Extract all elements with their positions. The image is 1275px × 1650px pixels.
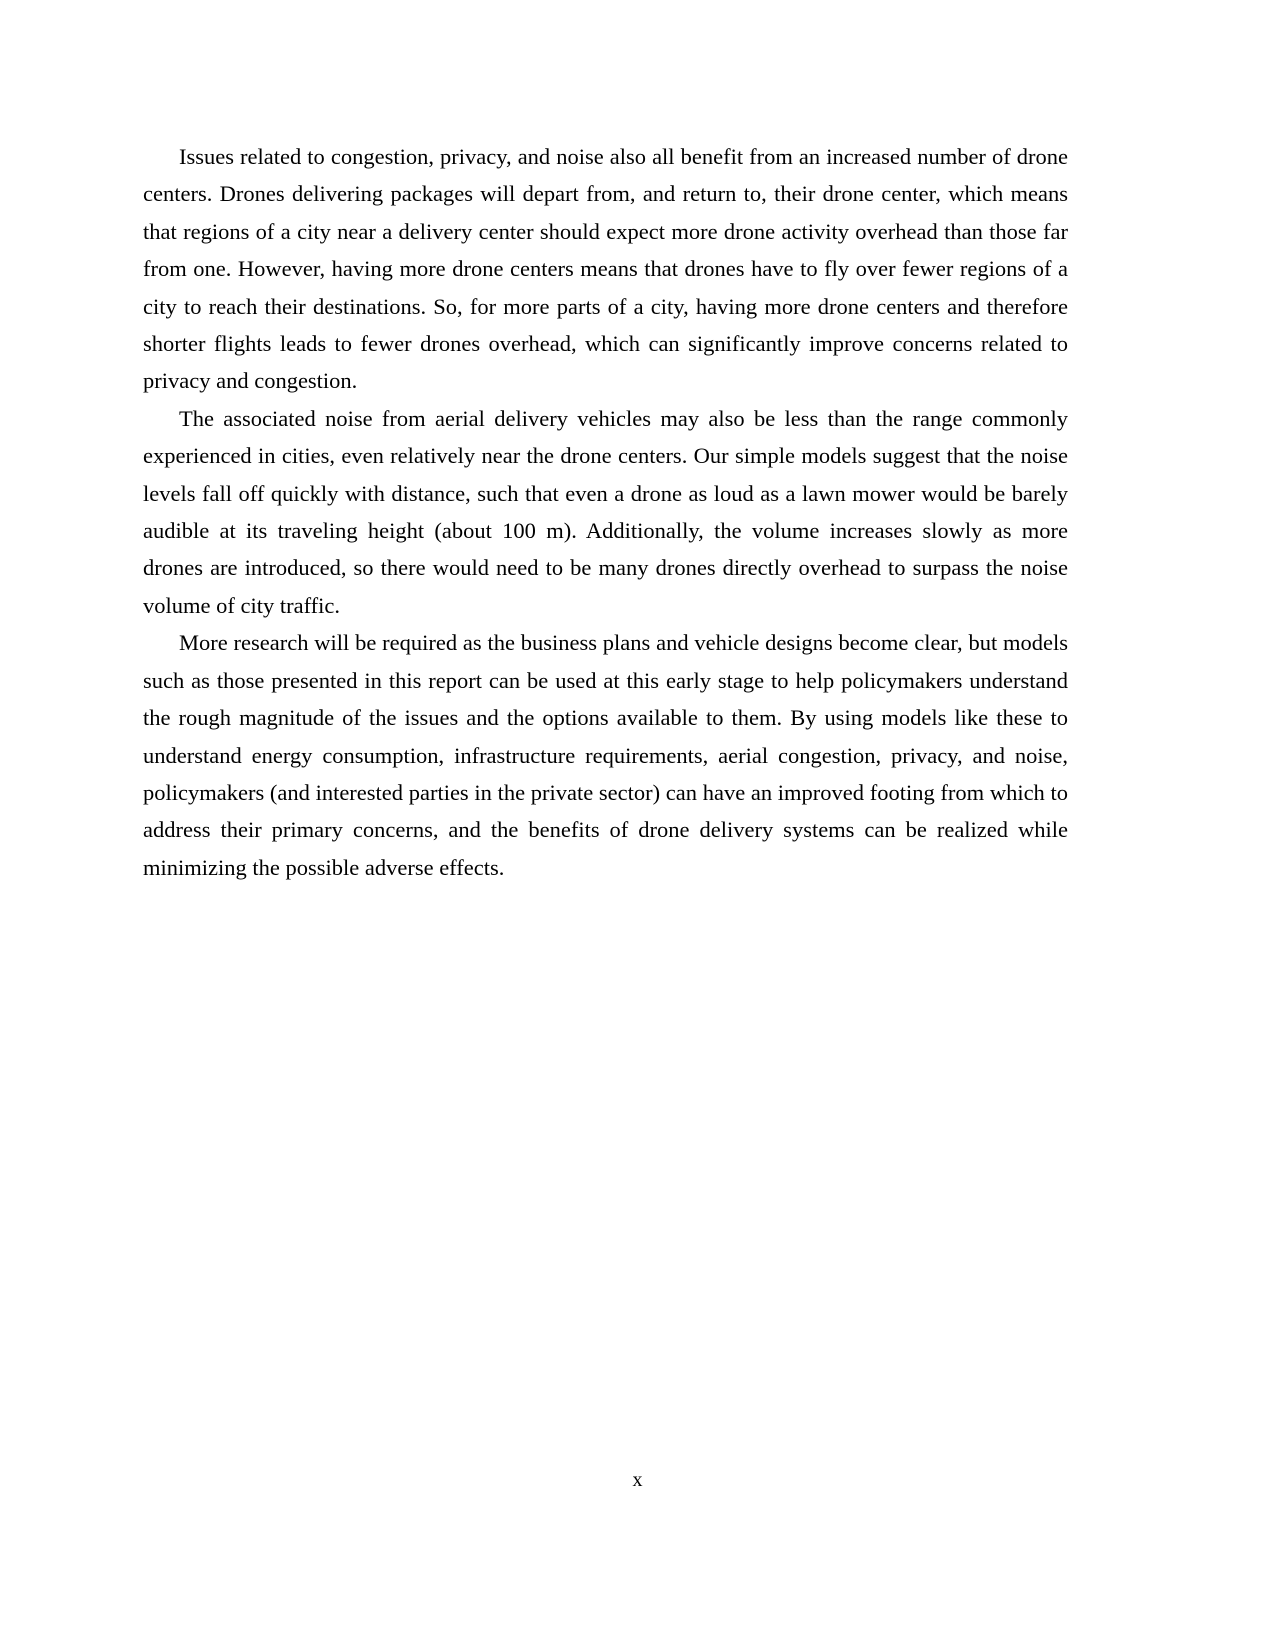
body-paragraph-2: The associated noise from aerial delivery vehicles may also be less than the range commonly experienced in cities, even relatively near the drone centers. Our simple models suggest that the noise levels fall off quickly with distance, such that even a drone as loud as a lawn mower would be barely audible at its traveling height (about 100 m). Additionally, the volume increases slowly as more drones are introduced, so there would need to be many drones directly overhead to surpass the noise volume of city traffic. [143, 405, 1068, 618]
body-paragraph-3: More research will be required as the business plans and vehicle designs become clear, but models such as those presented in this report can be used at this early stage to help policymakers understand the rough magnitude of the issues and the options available to them. By using models like these to understand energy consumption, infrastructure requirements, aerial congestion, privacy, and noise, policymakers (and interested parties in the private sector) can have an improved footing from which to address their primary concerns, and the benefits of drone delivery systems can be realized while minimizing the possible adverse effects. [143, 630, 1068, 880]
page-body [143, 138, 1068, 886]
page-footer [0, 1468, 1275, 1492]
page-number: x [632, 1469, 643, 1491]
body-paragraph-1: Issues related to congestion, privacy, and noise also all benefit from an increased number of drone centers. Drones delivering packages will depart from, and return to, their drone center, which means that regions of a city near a delivery center should expect more drone activity overhead than those far from one. However, having more drone centers means that drones have to fly over fewer regions of a city to reach their destinations. So, for more parts of a city, having more drone centers and therefore shorter flights leads to fewer drones overhead, which can significantly improve concerns related to privacy and congestion. [143, 144, 1068, 394]
